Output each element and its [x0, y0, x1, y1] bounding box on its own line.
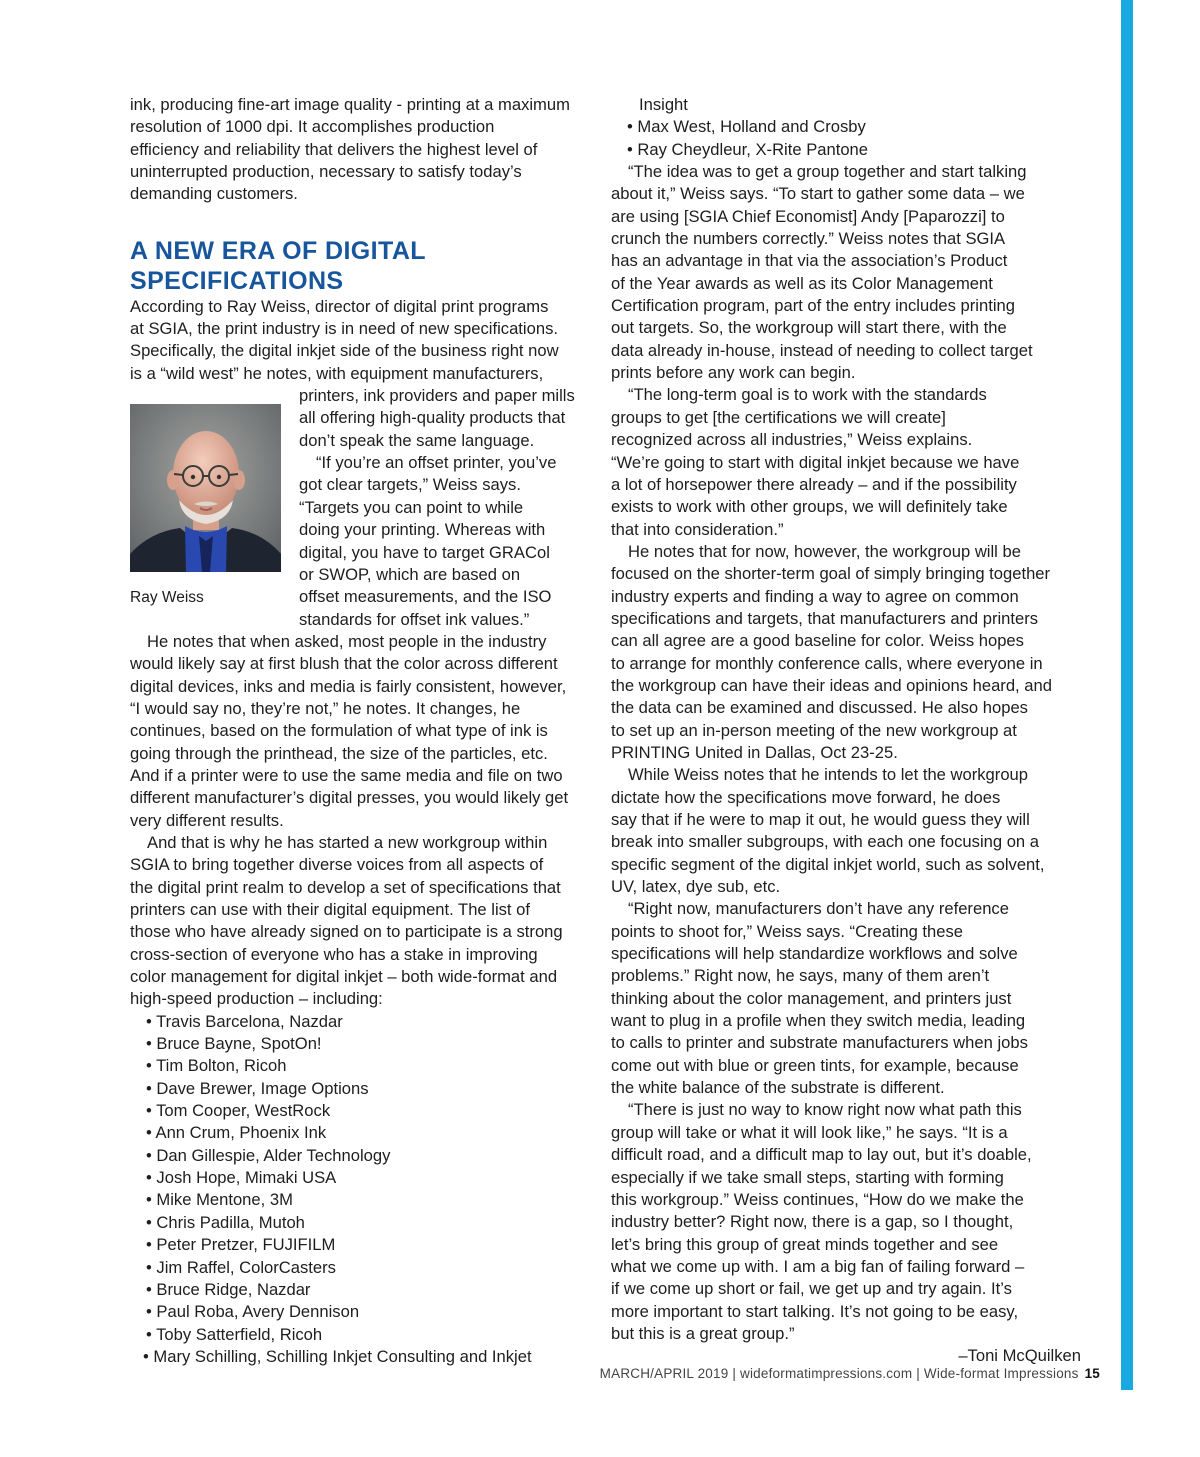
- text-line: that into consideration.”: [611, 519, 784, 539]
- text-line: data already in-house, instead of needing to collect target: [611, 340, 1033, 360]
- text-line: color management for digital inkjet – both wide-format and: [130, 967, 558, 987]
- text-line: printers can use with their digital equipment. The list of: [130, 900, 530, 919]
- heading-line: SPECIFICATIONS: [130, 266, 344, 295]
- text-line: efficiency and reliability that delivers the highest level of: [130, 139, 538, 159]
- text-line: very different results.: [130, 810, 284, 830]
- list-item: • Mary Schilling, Schilling Inkjet Consulting and Inkjet: [143, 1346, 532, 1366]
- text-line: doing your printing. Whereas with: [299, 520, 546, 540]
- text-line: to arrange for monthly conference calls, where everyone in: [611, 653, 1043, 673]
- text-line: PRINTING United in Dallas, Oct 23-25.: [611, 742, 898, 762]
- participant-list-continued: [611, 94, 1081, 161]
- text-line: “If you’re an offset printer, you’ve: [316, 453, 557, 473]
- page-number: 15: [1084, 1366, 1100, 1381]
- text-line: let’s bring this group of great minds together and see: [611, 1234, 999, 1254]
- text-line: say that if he were to map it out, he would guess they will: [611, 810, 1030, 829]
- text-line: ink, producing fine-art image quality - printing at a maximum: [130, 95, 570, 114]
- text-line: to calls to printer and substrate manufacturers when jobs: [611, 1033, 1028, 1053]
- text-line: exists to work with other groups, we will definitely take: [611, 497, 1008, 517]
- text-line: demanding customers.: [130, 184, 298, 204]
- list-item: • Dave Brewer, Image Options: [146, 1078, 369, 1098]
- portrait-photo: [130, 404, 281, 572]
- text-line: uninterrupted production, necessary to satisfy today’s: [130, 162, 522, 182]
- text-line: UV, latex, dye sub, etc.: [611, 877, 781, 897]
- text-line: specific segment of the digital inkjet world, such as solvent,: [611, 854, 1045, 874]
- text-line: high-speed production – including:: [130, 989, 383, 1009]
- text-line: “We’re going to start with digital inkjet because we have: [611, 452, 1020, 472]
- text-line: especially if we take small steps, starting with forming: [611, 1167, 1004, 1187]
- list-item: • Ann Crum, Phoenix Ink: [146, 1123, 327, 1143]
- text-line: if we come up short or fail, we get up and try again. It’s: [611, 1279, 1012, 1299]
- paragraph: [611, 384, 1081, 540]
- section-heading: [130, 236, 596, 296]
- author-signature: –Toni McQuilken: [958, 1346, 1081, 1366]
- text-line: “Right now, manufacturers don’t have any reference: [628, 899, 1009, 919]
- text-line: group will take or what it will look like,” he says. “It is a: [611, 1122, 1008, 1142]
- text-line: can all agree are a good baseline for color. Weiss hopes: [611, 631, 1024, 651]
- text-line: Specifically, the digital inkjet side of the business right now: [130, 341, 559, 361]
- text-line: what we come up with. I am a big fan of failing forward –: [611, 1256, 1025, 1276]
- text-line: the digital print realm to develop a set of specifications that: [130, 877, 561, 897]
- text-line: While Weiss notes that he intends to let the workgroup: [628, 765, 1028, 785]
- text-line: He notes that for now, however, the workgroup will be: [628, 541, 1021, 561]
- paragraph: [130, 832, 596, 1011]
- text-line: at SGIA, the print industry is in need of new specifications.: [130, 319, 558, 339]
- text-line: break into smaller subgroups, with each one focusing on a: [611, 832, 1040, 852]
- list-item: • Tom Cooper, WestRock: [146, 1101, 331, 1121]
- text-line: are using [SGIA Chief Economist] Andy [Paparozzi] to: [611, 206, 1005, 226]
- text-line: SGIA to bring together diverse voices from all aspects of: [130, 855, 544, 875]
- text-line: of the Year awards as well as its Color Management: [611, 273, 993, 293]
- text-line: has an advantage in that via the association’s Product: [611, 251, 1008, 271]
- list-item: • Max West, Holland and Crosby: [627, 117, 866, 137]
- text-line: resolution of 1000 dpi. It accomplishes production: [130, 117, 495, 137]
- page-footer: [600, 1366, 1100, 1381]
- text-line: printers, ink providers and paper mills: [299, 386, 575, 406]
- text-line: specifications will help standardize workflows and solve: [611, 944, 1018, 964]
- text-line: specifications and targets, that manufacturers and printers: [611, 608, 1039, 628]
- text-line: a lot of horsepower there already – and if the possibility: [611, 474, 1017, 494]
- text-line: And that is why he has started a new workgroup within: [147, 832, 548, 852]
- photo-caption: Ray Weiss: [130, 589, 204, 606]
- text-line: to set up an in-person meeting of the new workgroup at: [611, 720, 1017, 740]
- paragraph: [611, 161, 1081, 384]
- list-item: • Bruce Bayne, SpotOn!: [146, 1034, 322, 1054]
- text-line: those who have already signed on to participate is a strong: [130, 922, 563, 942]
- text-line: digital devices, inks and media is fairly consistent, however,: [130, 676, 567, 696]
- list-item: • Toby Satterfield, Ricoh: [146, 1324, 323, 1344]
- text-line: “The idea was to get a group together and start talking: [628, 162, 1027, 182]
- text-line: “The long-term goal is to work with the standards: [628, 385, 987, 405]
- list-item: • Paul Roba, Avery Dennison: [146, 1302, 360, 1322]
- text-line: recognized across all industries,” Weiss explains.: [611, 430, 973, 450]
- text-line: continues, based on the formulation of what type of ink is: [130, 721, 548, 741]
- list-item: • Ray Cheydleur, X-Rite Pantone: [627, 139, 869, 159]
- text-line: points to shoot for,” Weiss says. “Creating these: [611, 921, 964, 941]
- participant-list: [130, 1011, 596, 1369]
- text-line: standards for offset ink values.”: [299, 609, 530, 629]
- intro-paragraph: [130, 94, 596, 206]
- text-line: come out with blue or green tints, for example, because: [611, 1055, 1019, 1075]
- text-line: want to plug in a profile when they switch media, leading: [611, 1011, 1026, 1031]
- list-item: • Dan Gillespie, Alder Technology: [146, 1145, 391, 1165]
- text-line: the white balance of the substrate is different.: [611, 1078, 945, 1098]
- text-line: the data can be examined and discussed. He also hopes: [611, 698, 1028, 718]
- paragraph: [611, 1099, 1081, 1345]
- list-item: • Peter Pretzer, FUJIFILM: [146, 1235, 336, 1255]
- text-line: industry better? Right now, there is a gap, so I thought,: [611, 1212, 1014, 1232]
- text-line: out targets. So, the workgroup will start there, with the: [611, 318, 1007, 338]
- list-item: • Bruce Ridge, Nazdar: [146, 1279, 311, 1299]
- paragraph: [130, 631, 596, 832]
- text-line: He notes that when asked, most people in the industry: [147, 631, 547, 651]
- list-item: • Jim Raffel, ColorCasters: [146, 1257, 336, 1277]
- list-item: • Tim Bolton, Ricoh: [146, 1056, 287, 1076]
- text-line: digital, you have to target GRACol: [299, 542, 550, 562]
- text-line: is a “wild west” he notes, with equipment manufacturers,: [130, 363, 544, 383]
- text-line: crunch the numbers correctly.” Weiss notes that SGIA: [611, 229, 1006, 249]
- paragraph: [611, 764, 1081, 898]
- text-line: got clear targets,” Weiss says.: [299, 475, 521, 495]
- text-line: cross-section of everyone who has a stake in improving: [130, 944, 538, 964]
- text-line: groups to get [the certifications we will create]: [611, 407, 946, 427]
- list-item: • Josh Hope, Mimaki USA: [146, 1168, 337, 1188]
- text-line: focused on the shorter-term goal of simply bringing together: [611, 564, 1051, 584]
- text-line: about it,” Weiss says. “To start to gather some data – we: [611, 184, 1025, 204]
- text-line: Certification program, part of the entry includes printing: [611, 296, 1015, 316]
- text-line: or SWOP, which are based on: [299, 564, 521, 584]
- list-item: • Travis Barcelona, Nazdar: [146, 1011, 343, 1031]
- list-item-continued: Insight: [639, 95, 688, 114]
- text-line: all offering high-quality products that: [299, 408, 566, 428]
- text-line: going through the printhead, the size of the particles, etc.: [130, 743, 548, 763]
- text-line: but this is a great group.”: [611, 1323, 795, 1343]
- text-line: “There is just no way to know right now what path this: [628, 1100, 1022, 1120]
- footer-issue: MARCH/APRIL 2019 | wideformatimpressions.com | Wide-format Impressions: [599, 1366, 1079, 1381]
- text-line: thinking about the color management, and printers just: [611, 988, 1012, 1008]
- text-line: difficult road, and a difficult map to lay out, but it’s doable,: [611, 1145, 1032, 1165]
- text-line: the workgroup can have their ideas and opinions heard, and: [611, 675, 1052, 695]
- text-line: According to Ray Weiss, director of digital print programs: [130, 296, 549, 316]
- accent-bar: [1121, 0, 1133, 1390]
- text-line: more important to start talking. It’s not going to be easy,: [611, 1301, 1019, 1321]
- text-line: industry experts and finding a way to agree on common: [611, 586, 1019, 606]
- left-column: [130, 94, 596, 1368]
- list-item: • Mike Mentone, 3M: [146, 1190, 293, 1210]
- text-line: this workgroup.” Weiss continues, “How do we make the: [611, 1189, 1024, 1209]
- text-line: would likely say at first blush that the color across different: [130, 654, 558, 674]
- text-line: “Targets you can point to while: [299, 497, 524, 517]
- text-line: “I would say no, they’re not,” he notes. It changes, he: [130, 698, 521, 718]
- paragraph: [611, 541, 1081, 764]
- right-column: [611, 94, 1081, 1368]
- list-item: • Chris Padilla, Mutoh: [146, 1212, 305, 1232]
- text-line: different manufacturer’s digital presses, you would likely get: [130, 788, 569, 808]
- text-line: offset measurements, and the ISO: [299, 587, 552, 607]
- text-line: dictate how the specifications move forward, he does: [611, 787, 1001, 807]
- text-line: prints before any work can begin.: [611, 363, 856, 383]
- text-line: And if a printer were to use the same media and file on two: [130, 765, 563, 785]
- heading-line: A NEW ERA OF DIGITAL: [130, 236, 426, 265]
- paragraph: [611, 898, 1081, 1099]
- text-line: don’t speak the same language.: [299, 430, 535, 450]
- text-line: problems.” Right now, he says, many of them aren’t: [611, 966, 990, 986]
